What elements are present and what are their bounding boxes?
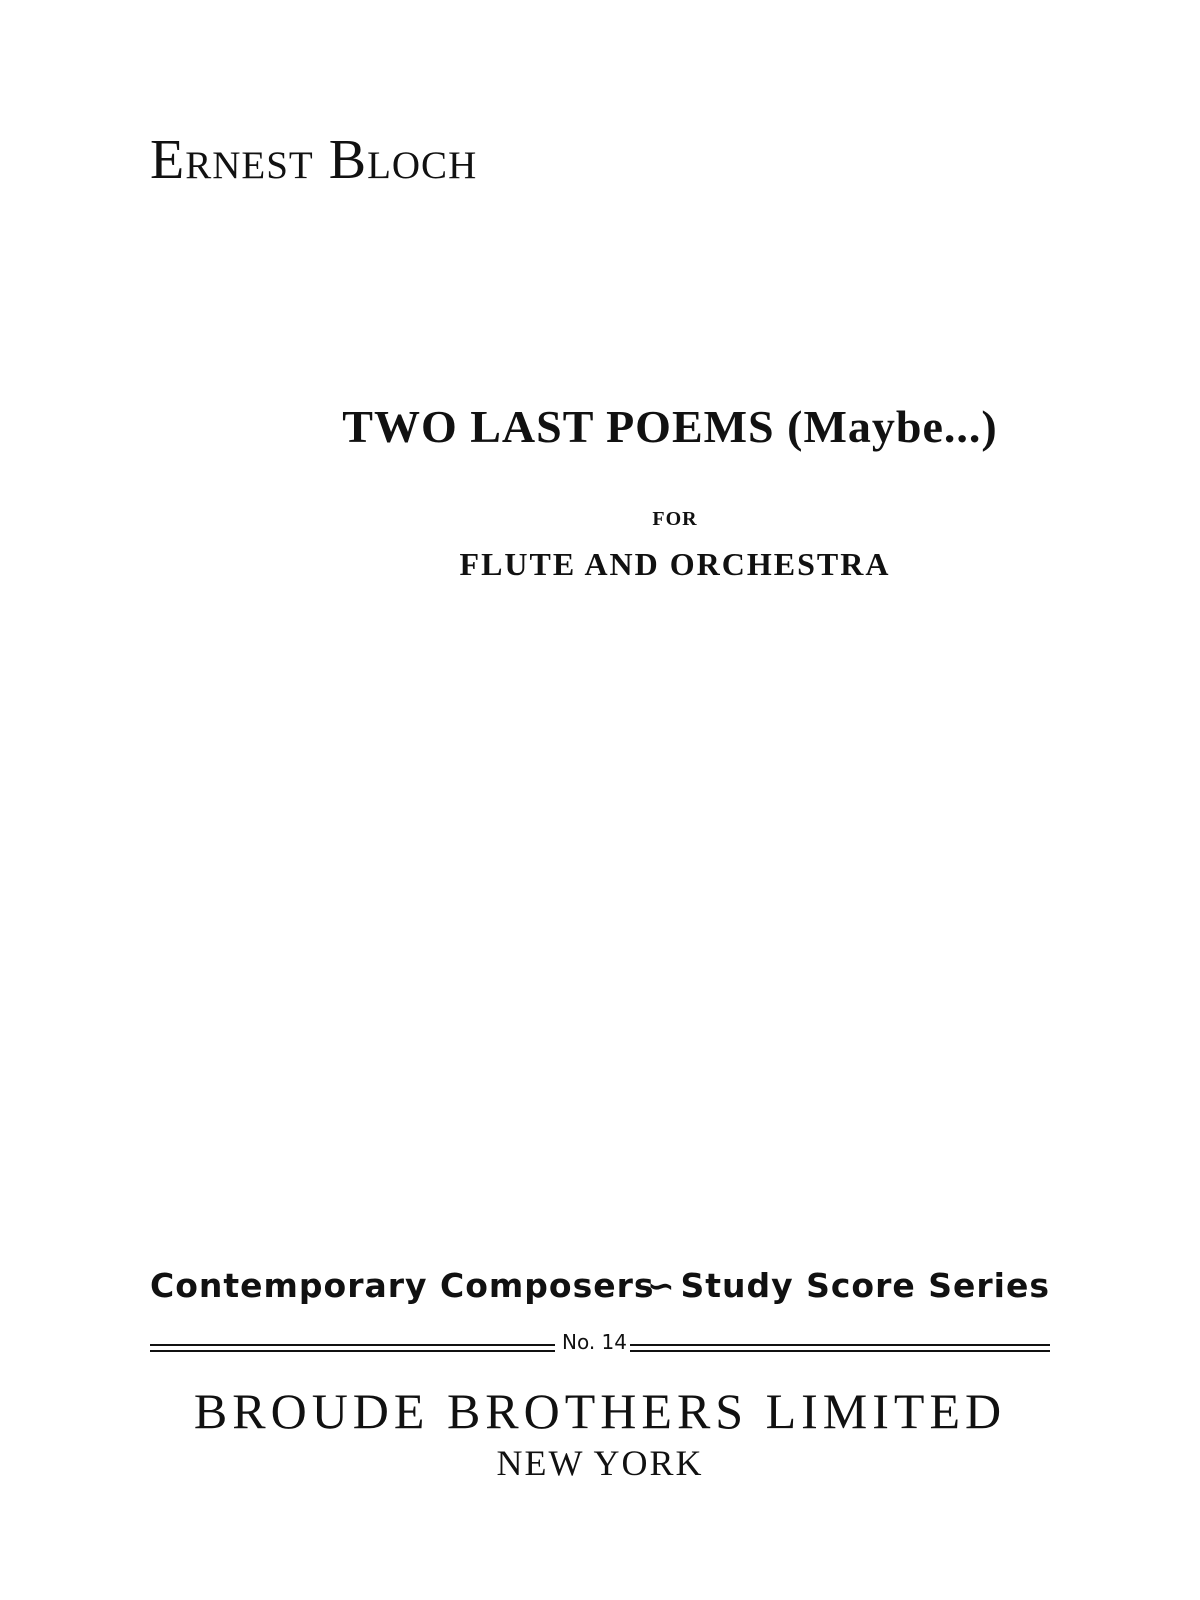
series-name: Contemporary Composers: [150, 1266, 655, 1305]
for-label: FOR: [652, 508, 698, 530]
instrumentation: FLUTE AND ORCHESTRA: [459, 546, 891, 582]
double-rule-right: [630, 1344, 1050, 1352]
series-row: [150, 1266, 1050, 1306]
publisher-city: NEW YORK: [496, 1443, 704, 1483]
work-title: TWO LAST POEMS (Maybe...): [342, 401, 998, 452]
series-separator: ∽: [647, 1266, 676, 1305]
double-rule-left: [150, 1344, 555, 1352]
series-number: No. 14: [562, 1330, 628, 1354]
series-number-row: [150, 1330, 1050, 1366]
composer-name: Ernest Bloch: [150, 129, 478, 191]
publisher-name: BROUDE BROTHERS LIMITED: [193, 1383, 1007, 1439]
series-subtitle: Study Score Series: [680, 1266, 1050, 1305]
